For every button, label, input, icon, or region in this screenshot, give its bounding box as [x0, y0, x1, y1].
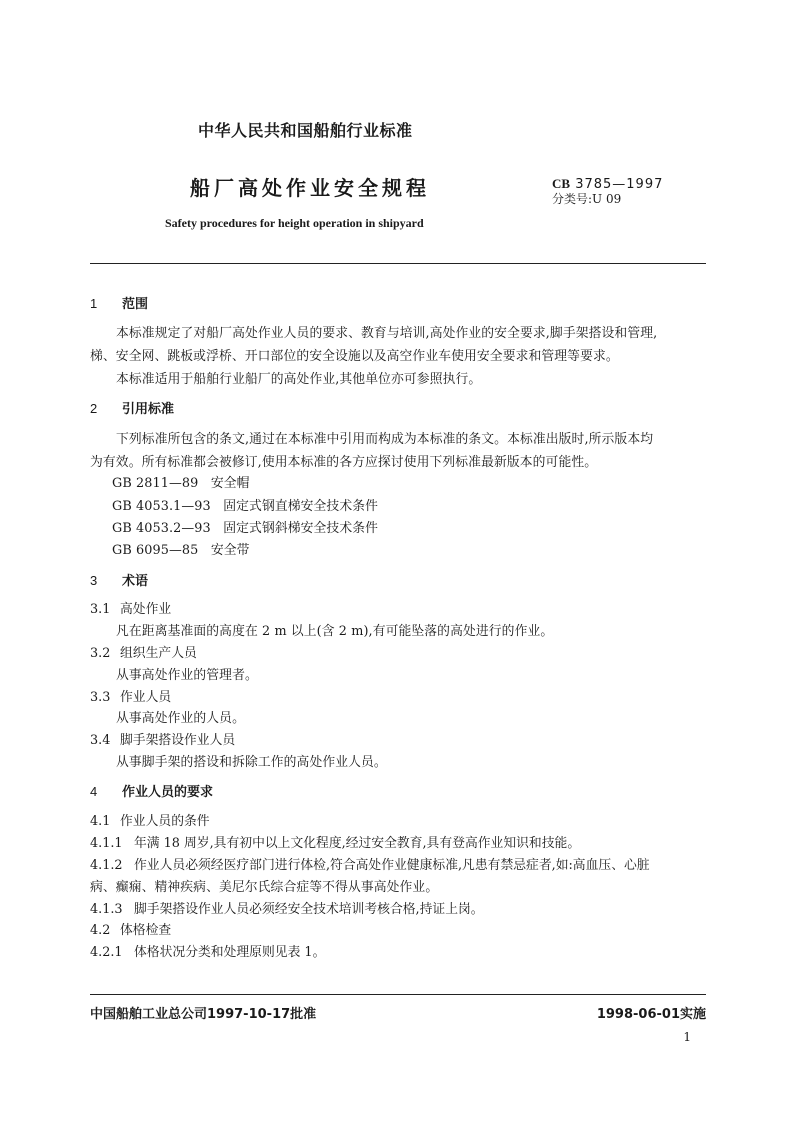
approval-date: 中国船舶工业总公司1997-10-17批准	[90, 1007, 317, 1022]
clause-text: 脚手架搭设作业人员必须经安全技术培训考核合格,持证上岗。	[134, 902, 484, 917]
section-4-heading	[90, 781, 213, 800]
clause-number: 4.1	[90, 814, 111, 829]
clause-4-1-1	[90, 832, 580, 851]
section-number: 4	[90, 784, 98, 799]
effective-date: 1998-06-01实施	[596, 1007, 706, 1022]
section-3-heading	[90, 570, 148, 589]
reference-standard-item: GB 4053.2—93 固定式钢斜梯安全技术条件	[112, 521, 379, 536]
clause-text: 体格状况分类和处理原则见表 1。	[134, 945, 326, 960]
term-3-1	[90, 598, 171, 617]
clause-number: 4.1.1	[90, 836, 123, 851]
term-definition: 从事高处作业的管理者。	[116, 668, 258, 683]
clause-number: 3.4	[90, 733, 111, 748]
standard-code	[552, 176, 663, 192]
clause-4-1-2	[90, 854, 650, 873]
clause-text: 作业人员的条件	[120, 814, 210, 829]
document-title: 船厂高处作业安全规程	[190, 176, 430, 200]
section-2-heading	[90, 398, 174, 417]
clause-4-1	[90, 810, 210, 829]
term-3-4	[90, 729, 235, 748]
standard-prefix: CB	[552, 176, 571, 191]
section-title: 术语	[122, 574, 149, 589]
clause-4-2	[90, 919, 171, 938]
reference-standard-item: GB 6095—85 安全带	[112, 543, 250, 558]
section-title: 范围	[122, 297, 149, 312]
clause-4-1-3	[90, 898, 484, 917]
page-number: 1	[683, 1030, 691, 1044]
clause-text-continued: 病、癫痫、精神疾病、美尼尔氏综合症等不得从事高处作业。	[90, 880, 439, 895]
term-name: 脚手架搭设作业人员	[120, 733, 236, 748]
paragraph-line: 下列标准所包含的条文,通过在本标准中引用而构成为本标准的条文。本标准出版时,所示版本均	[116, 432, 654, 447]
english-title: Safety procedures for height operation in shipyard	[165, 216, 424, 230]
clause-number: 4.2.1	[90, 945, 123, 960]
term-name: 作业人员	[120, 690, 172, 705]
standard-identifier-block	[552, 176, 663, 207]
section-number: 3	[90, 573, 98, 588]
clause-number: 4.2	[90, 923, 111, 938]
clause-number: 4.1.2	[90, 858, 123, 873]
clause-number: 3.2	[90, 646, 111, 661]
term-3-3	[90, 686, 171, 705]
clause-4-2-1	[90, 941, 325, 960]
clause-number: 3.1	[90, 602, 111, 617]
term-definition: 凡在距离基准面的高度在 2 m 以上(含 2 m),有可能坠落的高处进行的作业。	[116, 624, 554, 639]
paragraph-line: 本标准适用于船舶行业船厂的高处作业,其他单位亦可参照执行。	[116, 372, 482, 387]
paragraph-line: 梯、安全网、跳板或浮桥、开口部位的安全设施以及高空作业车使用安全要求和管理等要求。	[90, 349, 619, 364]
section-number: 1	[90, 296, 98, 311]
footer-divider	[90, 994, 706, 995]
section-number: 2	[90, 401, 98, 416]
paragraph-line: 本标准规定了对船厂高处作业人员的要求、教育与培训,高处作业的安全要求,脚手架搭设和管理,	[116, 326, 658, 341]
clause-number: 4.1.3	[90, 902, 123, 917]
classification-number: 分类号:U 09	[552, 192, 622, 206]
clause-text: 年满 18 周岁,具有初中以上文化程度,经过安全教育,具有登高作业知识和技能。	[134, 836, 581, 851]
term-definition: 从事高处作业的人员。	[116, 711, 245, 726]
term-definition: 从事脚手架的搭设和拆除工作的高处作业人员。	[116, 755, 387, 770]
term-name: 高处作业	[120, 602, 172, 617]
reference-standard-item: GB 4053.1—93 固定式钢直梯安全技术条件	[112, 499, 379, 514]
section-1-heading	[90, 293, 148, 312]
header-divider	[90, 263, 706, 264]
organization-title: 中华人民共和国船舶行业标准	[198, 121, 413, 140]
clause-number: 3.3	[90, 690, 111, 705]
section-title: 引用标准	[122, 402, 175, 417]
standard-number: 3785—1997	[575, 177, 664, 192]
term-name: 组织生产人员	[120, 646, 197, 661]
reference-standard-item: GB 2811—89 安全帽	[112, 476, 250, 491]
term-3-2	[90, 642, 197, 661]
clause-text: 作业人员必须经医疗部门进行体检,符合高处作业健康标准,凡患有禁忌症者,如:高血压、心脏	[134, 858, 650, 873]
section-title: 作业人员的要求	[122, 785, 214, 800]
clause-text: 体格检查	[120, 923, 172, 938]
paragraph-line: 为有效。所有标准都会被修订,使用本标准的各方应探讨使用下列标准最新版本的可能性。	[90, 455, 598, 470]
